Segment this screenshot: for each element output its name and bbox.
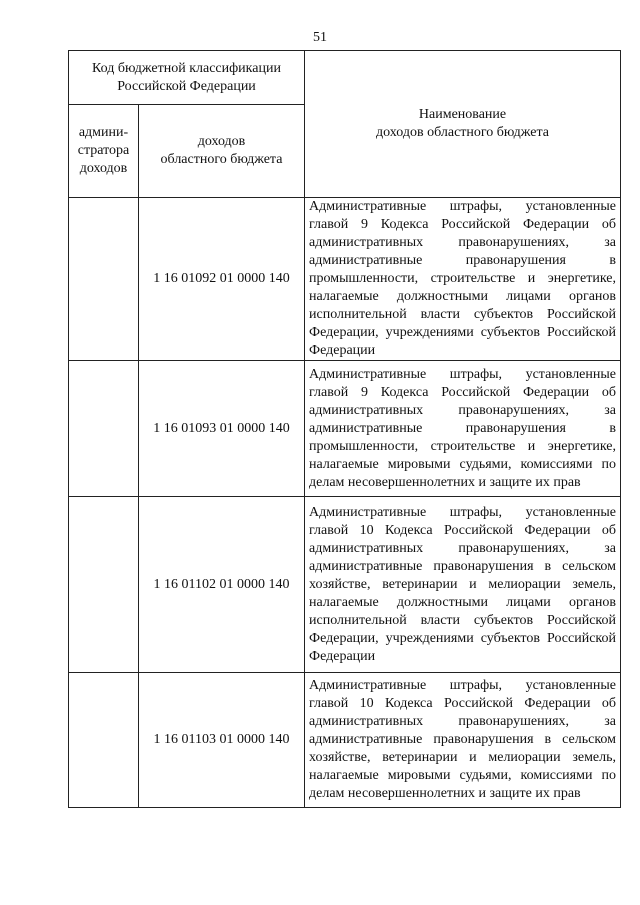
table-row — [69, 497, 621, 673]
table-row — [69, 361, 621, 497]
table-header-row — [69, 51, 621, 105]
code-cell: 1 16 01092 01 0000 140 — [139, 198, 305, 361]
code-cell: 1 16 01103 01 0000 140 — [139, 673, 305, 808]
code-cell: 1 16 01093 01 0000 140 — [139, 361, 305, 497]
header-classification-text: Код бюджетной классификации Российской Федерации — [92, 60, 281, 94]
admin-cell — [69, 497, 139, 673]
table-row — [69, 198, 621, 361]
admin-cell — [69, 361, 139, 497]
description-cell: Административные штрафы, установленные главой 10 Кодекса Российской Федерации об административных правонарушениях, за административные правонарушения в сельском хозяйстве, ветеринарии и мелиорации земель, налагаемые мировыми судьями, комиссиями по делам несовершеннолетних и защите их прав — [305, 673, 621, 808]
table-row — [69, 673, 621, 808]
admin-cell — [69, 673, 139, 808]
header-admin-column — [69, 105, 139, 198]
description-cell: Административные штрафы, установленные главой 9 Кодекса Российской Федерации об административных правонарушениях, за административные правонарушения в промышленности, строительстве и энергетике, налагаемые должностными лицами органов исполнительной власти субъектов Российской Федерации, учреждениями субъектов Российской Федерации — [305, 198, 621, 361]
header-income-text: доходов областного бюджета — [160, 134, 283, 167]
code-cell: 1 16 01102 01 0000 140 — [139, 497, 305, 673]
header-name-text: Наименование доходов областного бюджета — [376, 107, 549, 140]
description-cell: Административные штрафы, установленные главой 10 Кодекса Российской Федерации об административных правонарушениях, за административные правонарушения в сельском хозяйстве, ветеринарии и мелиорации земель, налагаемые должностными лицами органов исполнительной власти субъектов Российской Федерации, учреждениями субъектов Российской Федерации — [305, 497, 621, 673]
page-number: 51 — [313, 30, 327, 45]
header-income-column — [139, 105, 305, 198]
budget-classification-table — [68, 50, 621, 808]
header-classification-group — [69, 51, 305, 105]
header-admin-text: админи- стратора доходов — [77, 125, 130, 176]
admin-cell — [69, 198, 139, 361]
description-cell: Административные штрафы, установленные главой 9 Кодекса Российской Федерации об административных правонарушениях, за административные правонарушения в промышленности, строительстве и энергетике, налагаемые мировыми судьями, комиссиями по делам несовершеннолетних и защите их прав — [305, 361, 621, 497]
header-name-column — [305, 51, 621, 198]
